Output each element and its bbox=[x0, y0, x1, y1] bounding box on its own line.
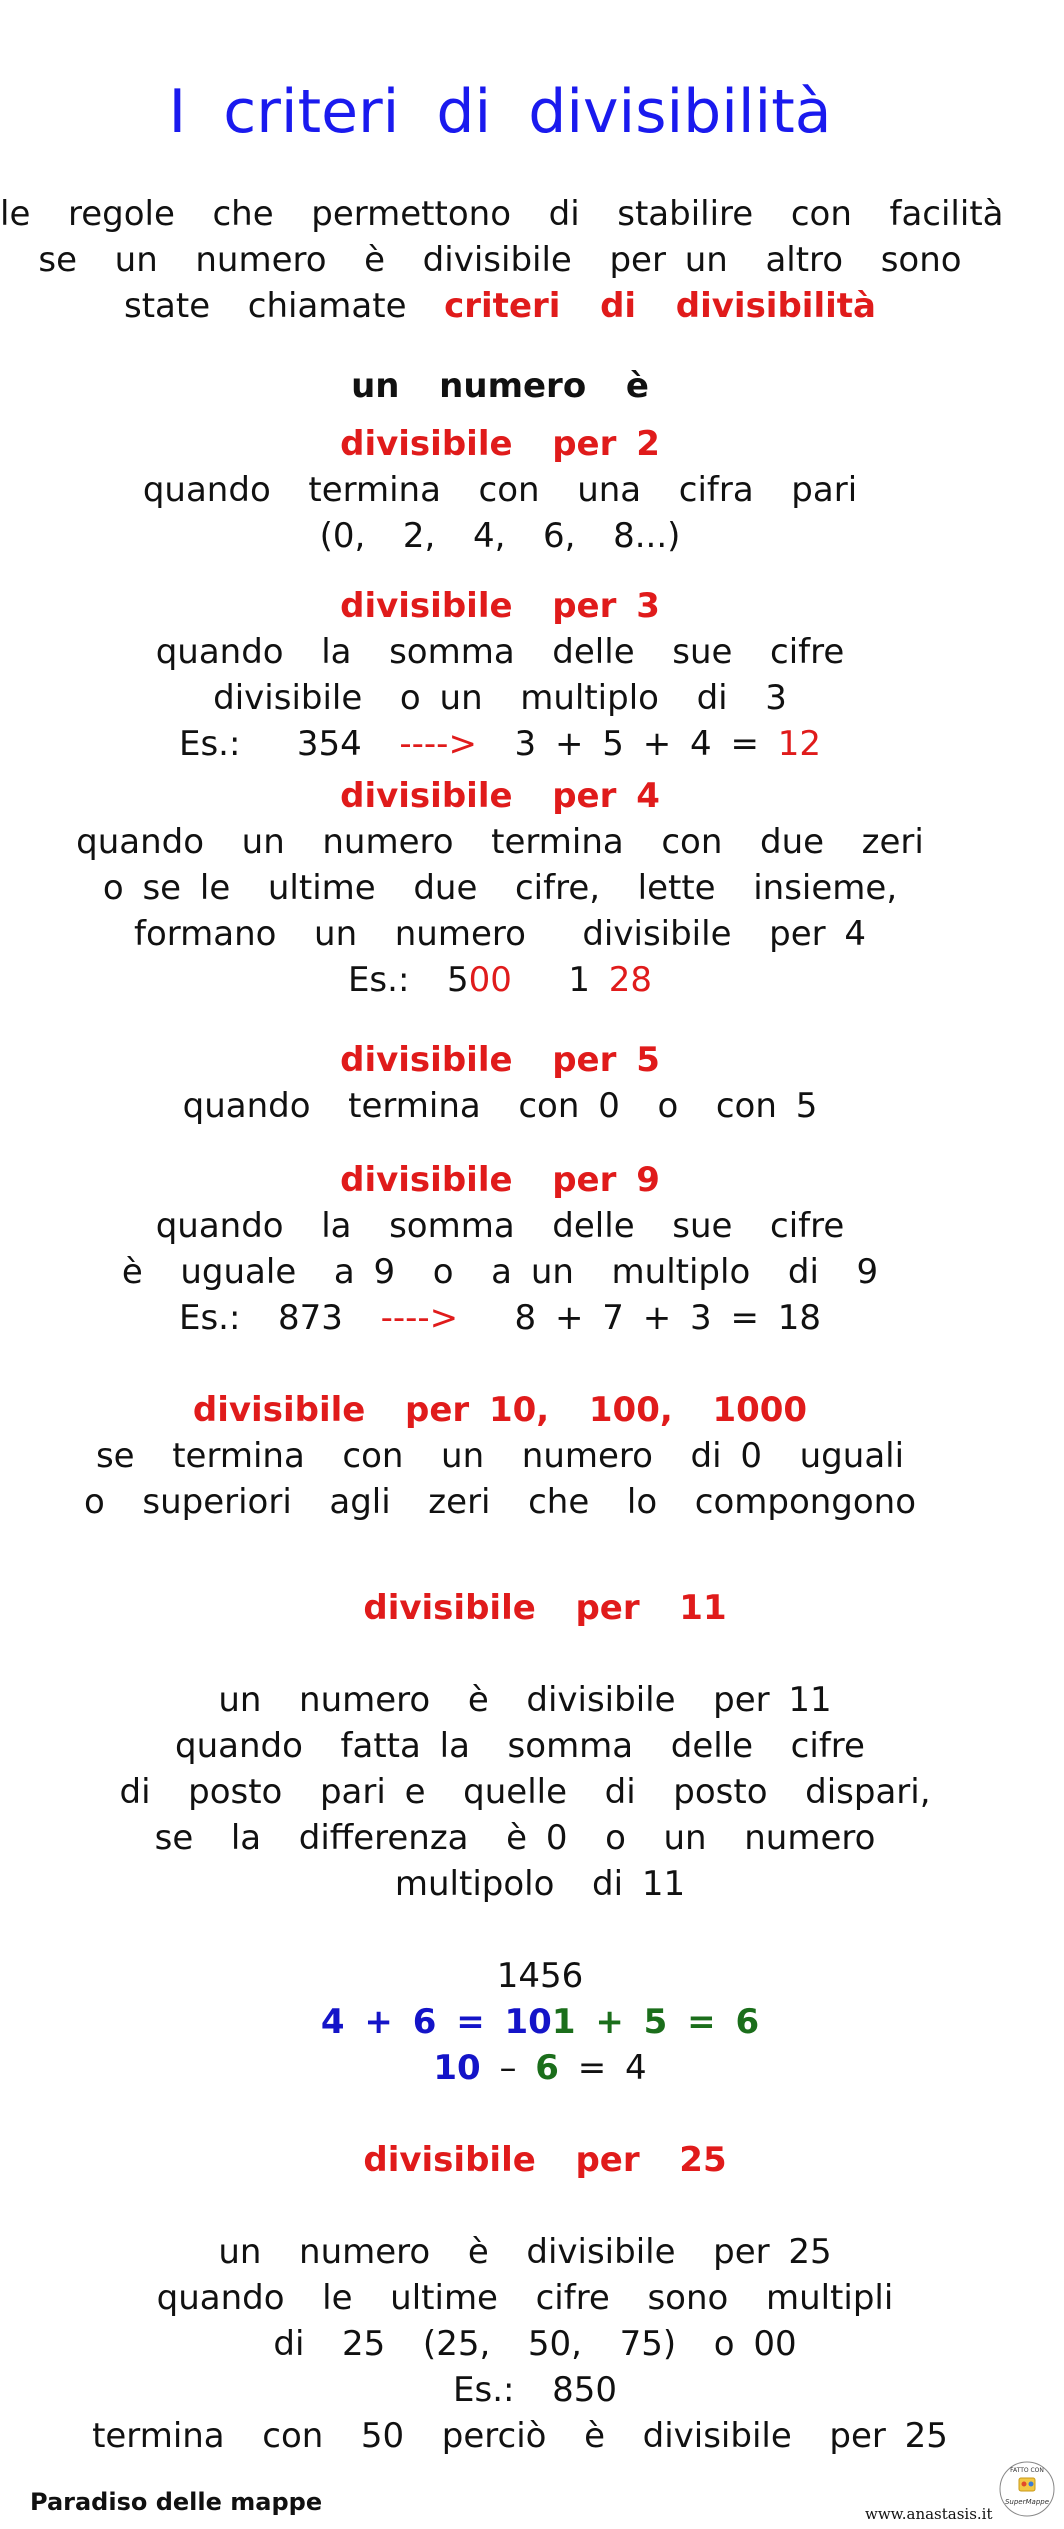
div-11-example-number: 1456 bbox=[496, 1956, 584, 1996]
div-4-example-d: 28 bbox=[608, 960, 653, 1000]
div-4-line-3: formano un numero divisibile per 4 bbox=[133, 914, 867, 954]
sum-even-positions: 4 + 6 = 10 bbox=[320, 2002, 552, 2042]
div-3-line-1: quando la somma delle sue cifre bbox=[155, 632, 845, 672]
heading-div-5: divisibile per 5 bbox=[340, 1040, 660, 1080]
heading-div-9: divisibile per 9 bbox=[340, 1160, 660, 1200]
arrow: ----> bbox=[380, 1298, 459, 1338]
div-11-example-difference bbox=[0, 2045, 1064, 2091]
div-5-line-1: quando termina con 0 o con 5 bbox=[182, 1086, 818, 1126]
svg-text:SuperMappe: SuperMappe bbox=[1004, 2498, 1050, 2506]
heading-div-4: divisibile per 4 bbox=[340, 776, 660, 816]
div-4-line-2: o se le ultime due cifre, lette insieme, bbox=[102, 868, 898, 908]
intro-text: state chiamate bbox=[124, 286, 445, 326]
div-9-example-b: 8 + 7 + 3 = 18 bbox=[458, 1298, 822, 1338]
div-4-example bbox=[0, 957, 1000, 1003]
supermappe-logo-icon bbox=[998, 2460, 1056, 2518]
div-2-line-2: (0, 2, 4, 6, 8...) bbox=[319, 516, 681, 556]
div-11-line-2: quando fatta la somma delle cifre bbox=[175, 1726, 865, 1766]
intro-line-1: le regole che permettono di stabilire con facilità bbox=[0, 194, 1004, 234]
div-25-line-4: Es.: 850 bbox=[453, 2370, 617, 2410]
div-25-line-2: quando le ultime cifre sono multipli bbox=[156, 2278, 894, 2318]
div-9-line-2: è uguale a 9 o a un multiplo di 9 bbox=[121, 1252, 879, 1292]
div-10-line-2: o superiori agli zeri che lo compongono bbox=[83, 1482, 917, 1522]
div-4-example-a: Es.: 5 bbox=[347, 960, 469, 1000]
div-4-example-b: 00 bbox=[468, 960, 512, 1000]
div-3-example bbox=[0, 721, 1000, 767]
div-11-line-3: di posto pari e quelle di posto dispari, bbox=[119, 1772, 931, 1812]
div-2-line-1: quando termina con una cifra pari bbox=[142, 470, 858, 510]
arrow: ----> bbox=[399, 724, 477, 764]
div-10-line-1: se termina con un numero di 0 uguali bbox=[95, 1436, 905, 1476]
div-3-example-a: Es.: 354 bbox=[178, 724, 400, 764]
diff-result: = 4 bbox=[558, 2048, 647, 2088]
section-subtitle: un numero è bbox=[351, 366, 649, 406]
intro-line-3 bbox=[0, 283, 1000, 329]
heading-div-2: divisibile per 2 bbox=[340, 424, 660, 464]
footer-site: www.anastasis.it bbox=[865, 2505, 993, 2523]
page-title: I criteri di divisibilità bbox=[168, 77, 832, 147]
svg-text:FATTO CON: FATTO CON bbox=[1010, 2467, 1044, 2474]
div-3-example-result: 12 bbox=[777, 724, 822, 764]
heading-div-25: divisibile per 25 bbox=[363, 2140, 727, 2180]
diff-even: 10 bbox=[433, 2048, 481, 2088]
div-25-line-5: termina con 50 perciò è divisibile per 25 bbox=[92, 2416, 948, 2456]
footer-brand: Paradiso delle mappe bbox=[30, 2488, 323, 2516]
div-9-line-1: quando la somma delle sue cifre bbox=[155, 1206, 845, 1246]
div-9-example-a: Es.: 873 bbox=[178, 1298, 381, 1338]
div-25-line-3: di 25 (25, 50, 75) o 00 bbox=[273, 2324, 797, 2364]
diff-odd: 6 bbox=[535, 2048, 559, 2088]
div-25-line-1: un numero è divisibile per 25 bbox=[218, 2232, 832, 2272]
heading-div-3: divisibile per 3 bbox=[340, 586, 660, 626]
sum-odd-positions: 1 + 5 = 6 bbox=[551, 2002, 760, 2042]
div-3-line-2: divisibile o un multiplo di 3 bbox=[213, 678, 787, 718]
div-11-line-5: multipolo di 11 bbox=[394, 1864, 686, 1904]
diff-minus: – bbox=[480, 2048, 536, 2088]
div-11-line-1: un numero è divisibile per 11 bbox=[218, 1680, 832, 1720]
div-11-line-4: se la differenza è 0 o un numero bbox=[154, 1818, 876, 1858]
div-3-example-b: 3 + 5 + 4 = bbox=[476, 724, 778, 764]
div-4-example-c: 1 bbox=[511, 960, 609, 1000]
intro-line-2: se un numero è divisibile per un altro sono bbox=[38, 240, 962, 280]
div-4-line-1: quando un numero termina con due zeri bbox=[76, 822, 924, 862]
heading-div-11: divisibile per 11 bbox=[363, 1588, 727, 1628]
heading-div-10: divisibile per 10, 100, 1000 bbox=[192, 1390, 808, 1430]
intro-highlight: criteri di divisibilità bbox=[444, 286, 876, 326]
div-9-example bbox=[0, 1295, 1000, 1341]
div-11-example-sums bbox=[0, 1999, 1064, 2045]
